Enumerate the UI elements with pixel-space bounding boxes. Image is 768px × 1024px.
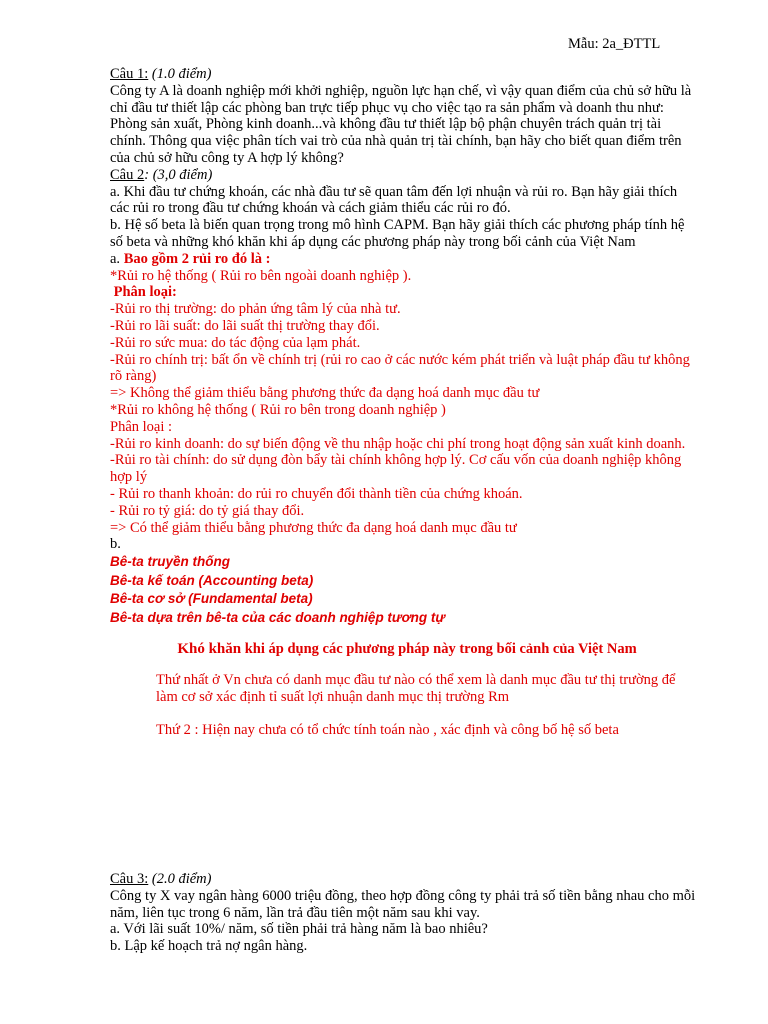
answer-b-prefix: b. xyxy=(110,536,121,553)
unsystematic-item: -Rủi ro tài chính: do sử dụng đòn bẩy tài chính không hợp lý. Cơ cấu vốn của doanh nghiệp không hợp lý xyxy=(110,452,682,486)
difficulty-heading xyxy=(110,641,696,658)
q2-score: : (3,0 điểm) xyxy=(144,166,213,183)
beta-method: Bê-ta truyền thống xyxy=(110,554,230,570)
q1-heading xyxy=(110,66,696,83)
unsystematic-conclusion: => Có thể giảm thiểu bằng phương thức đa dạng hoá danh mục đầu tư xyxy=(110,519,517,536)
q1-score: (1.0 điểm) xyxy=(148,66,212,82)
difficulty-word: Khó khăn xyxy=(177,641,242,658)
systematic-item: -Rủi ro chính trị: bất ổn về chính trị (rủi ro cao ở các nước kém phát triển và luật pháp đầu tư không rõ ràng) xyxy=(110,351,690,385)
systematic-classification: Phân loại: xyxy=(110,284,177,301)
unsystematic-risk-title: *Rủi ro không hệ thống ( Rủi ro bên trong doanh nghiệp ) xyxy=(110,401,446,418)
q1-text: Công ty A là doanh nghiệp mới khởi nghiệp, nguồn lực hạn chế, vì vậy quan điểm của chủ sở hữu là chỉ đầu tư thiết lập các phòng ban trực tiếp phục vụ cho việc tạo ra sản phẩm và doanh thu như: Phòng sản xuất, Phòng kinh doanh...và không đầu tư thiết lập bộ phận chuyên trách quản trị tài chính. Thông qua việc phân tích vai trò của nhà quản trị tài chính, bạn hãy cho biết quan điểm trên của chủ sở hữu công ty A hợp lý không? xyxy=(110,82,692,166)
answer-a-heading xyxy=(110,251,696,268)
q2-part-b: b. Hệ số beta là biến quan trọng trong mô hình CAPM. Bạn hãy giải thích các phương pháp tính hệ số beta và những khó khăn khi áp dụng các phương pháp này trong bối cảnh của Việt Nam xyxy=(110,217,685,250)
form-code: Mẫu: 2a_ĐTTL xyxy=(568,36,661,52)
beta-method: Bê-ta kế toán (Accounting beta) xyxy=(110,572,314,588)
document-body xyxy=(110,66,696,738)
q3-label: Câu 3: xyxy=(110,871,149,887)
systematic-risk-title: *Rủi ro hệ thống ( Rủi ro bên ngoài doanh nghiệp ). xyxy=(110,267,412,284)
difficulty-first: Thứ nhất ở Vn chưa có danh mục đầu tư nào có thể xem là danh mục đầu tư thị trường để làm cơ sở xác định tỉ suất lợi nhuận danh mục thị trường Rm xyxy=(156,671,676,705)
systematic-item: -Rủi ro lãi suất: do lãi suất thị trường thay đổi. xyxy=(110,317,380,334)
q1-label: Câu 1: xyxy=(110,66,149,82)
systematic-item: -Rủi ro thị trường: do phản ứng tâm lý của nhà tư. xyxy=(110,301,401,318)
q2-heading xyxy=(110,167,696,184)
beta-method: Bê-ta dựa trên bê-ta của các doanh nghiệp tương tự xyxy=(110,609,446,625)
answer-a-prefix: a. xyxy=(110,250,124,267)
systematic-item: -Rủi ro sức mua: do tác động của lạm phát. xyxy=(110,334,361,351)
q3-text: Công ty X vay ngân hàng 6000 triệu đồng, theo hợp đồng công ty phải trả số tiền bằng nhau cho mỗi năm, liên tục trong 6 năm, lần trả đầu tiên một năm sau khi vay. xyxy=(110,887,696,921)
q2-part-a: a. Khi đầu tư chứng khoán, các nhà đầu tư sẽ quan tâm đến lợi nhuận và rủi ro. Bạn hãy giải thích các rủi ro trong đầu tư chứng khoán và cách giảm thiểu các rủi ro đó. xyxy=(110,183,678,217)
difficulty-second: Thứ 2 : Hiện nay chưa có tổ chức tính toán nào , xác định và công bố hệ số beta xyxy=(156,721,619,738)
unsystematic-item: - Rủi ro tỷ giá: do tỷ giá thay đổi. xyxy=(110,502,305,519)
q3-part-b: b. Lập kế hoạch trả nợ ngân hàng. xyxy=(110,938,308,955)
beta-method: Bê-ta cơ sở (Fundamental beta) xyxy=(110,591,313,607)
unsystematic-item: - Rủi ro thanh khoản: do rủi ro chuyển đổi thành tiền của chứng khoán. xyxy=(110,485,523,502)
difficulty-rest: khi áp dụng các phương pháp này trong bối cảnh của Việt Nam xyxy=(241,641,637,658)
answer-a-title: Bao gồm 2 rủi ro đó là : xyxy=(123,250,271,267)
q2-label: Câu 2 xyxy=(110,166,145,183)
q3-heading xyxy=(110,871,696,888)
question-3 xyxy=(110,871,696,955)
q3-part-a: a. Với lãi suất 10%/ năm, số tiền phải trả hàng năm là bao nhiêu? xyxy=(110,921,488,938)
unsystematic-item: -Rủi ro kinh doanh: do sự biến động về thu nhập hoặc chi phí trong hoạt động sản xuất kinh doanh. xyxy=(110,435,686,452)
unsystematic-classification: Phân loại : xyxy=(110,418,173,435)
q3-score: (2.0 điểm) xyxy=(148,871,212,887)
systematic-conclusion: => Không thể giảm thiểu bằng phương thức đa dạng hoá danh mục đầu tư xyxy=(110,385,540,402)
